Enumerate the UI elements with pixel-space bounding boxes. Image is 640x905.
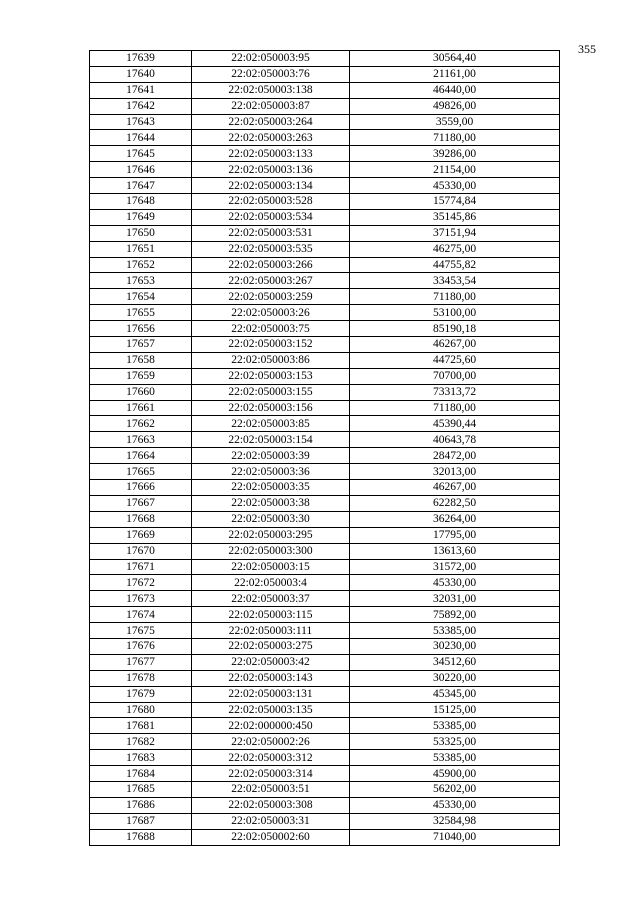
value-cell: 46267,00 [350, 337, 560, 353]
record-number-cell: 17650 [90, 225, 192, 241]
record-number-cell: 17655 [90, 305, 192, 321]
value-cell: 45345,00 [350, 686, 560, 702]
cadastral-number-cell: 22:02:050002:60 [192, 829, 350, 845]
record-number-cell: 17677 [90, 654, 192, 670]
record-number-cell: 17648 [90, 194, 192, 210]
value-cell: 45330,00 [350, 797, 560, 813]
table-row [90, 813, 560, 829]
cadastral-number-cell: 22:02:050003:263 [192, 130, 350, 146]
table-row [90, 82, 560, 98]
record-number-cell: 17673 [90, 591, 192, 607]
record-number-cell: 17640 [90, 66, 192, 82]
cadastral-number-cell: 22:02:050003:42 [192, 654, 350, 670]
value-cell: 32013,00 [350, 464, 560, 480]
cadastral-number-cell: 22:02:050003:85 [192, 416, 350, 432]
value-cell: 71180,00 [350, 400, 560, 416]
value-cell: 44725,60 [350, 352, 560, 368]
table-row [90, 289, 560, 305]
table-row [90, 527, 560, 543]
table-row [90, 766, 560, 782]
cadastral-number-cell: 22:02:050003:131 [192, 686, 350, 702]
record-number-cell: 17680 [90, 702, 192, 718]
value-cell: 53385,00 [350, 623, 560, 639]
record-number-cell: 17670 [90, 543, 192, 559]
value-cell: 21154,00 [350, 162, 560, 178]
table-row [90, 797, 560, 813]
cadastral-number-cell: 22:02:050003:4 [192, 575, 350, 591]
value-cell: 30220,00 [350, 670, 560, 686]
table-row [90, 654, 560, 670]
value-cell: 15774,84 [350, 194, 560, 210]
table-row [90, 829, 560, 845]
table-row [90, 670, 560, 686]
record-number-cell: 17674 [90, 607, 192, 623]
cadastral-number-cell: 22:02:050003:312 [192, 750, 350, 766]
cadastral-number-cell: 22:02:050003:156 [192, 400, 350, 416]
value-cell: 28472,00 [350, 448, 560, 464]
record-number-cell: 17679 [90, 686, 192, 702]
value-cell: 3559,00 [350, 114, 560, 130]
value-cell: 45900,00 [350, 766, 560, 782]
table-row [90, 321, 560, 337]
table-row [90, 750, 560, 766]
value-cell: 73313,72 [350, 384, 560, 400]
value-cell: 75892,00 [350, 607, 560, 623]
table-row [90, 384, 560, 400]
record-number-cell: 17668 [90, 511, 192, 527]
registry-table [89, 50, 560, 846]
value-cell: 40643,78 [350, 432, 560, 448]
table-row [90, 702, 560, 718]
cadastral-number-cell: 22:02:050003:136 [192, 162, 350, 178]
table-row [90, 98, 560, 114]
cadastral-number-cell: 22:02:050003:111 [192, 623, 350, 639]
value-cell: 56202,00 [350, 781, 560, 797]
cadastral-number-cell: 22:02:050003:138 [192, 82, 350, 98]
record-number-cell: 17664 [90, 448, 192, 464]
table-row [90, 718, 560, 734]
cadastral-number-cell: 22:02:050002:26 [192, 734, 350, 750]
page-number: 355 [578, 42, 596, 56]
value-cell: 37151,94 [350, 225, 560, 241]
table-row [90, 448, 560, 464]
record-number-cell: 17660 [90, 384, 192, 400]
table-row [90, 146, 560, 162]
cadastral-number-cell: 22:02:050003:266 [192, 257, 350, 273]
cadastral-number-cell: 22:02:050003:531 [192, 225, 350, 241]
cadastral-number-cell: 22:02:050003:26 [192, 305, 350, 321]
cadastral-number-cell: 22:02:050003:30 [192, 511, 350, 527]
record-number-cell: 17639 [90, 51, 192, 67]
value-cell: 71180,00 [350, 289, 560, 305]
cadastral-number-cell: 22:02:000000:450 [192, 718, 350, 734]
record-number-cell: 17651 [90, 241, 192, 257]
table-row [90, 162, 560, 178]
table-row [90, 178, 560, 194]
table-row [90, 464, 560, 480]
record-number-cell: 17666 [90, 480, 192, 496]
table-row [90, 400, 560, 416]
record-number-cell: 17688 [90, 829, 192, 845]
record-number-cell: 17658 [90, 352, 192, 368]
value-cell: 32031,00 [350, 591, 560, 607]
record-number-cell: 17662 [90, 416, 192, 432]
record-number-cell: 17645 [90, 146, 192, 162]
value-cell: 53100,00 [350, 305, 560, 321]
table-row [90, 623, 560, 639]
record-number-cell: 17641 [90, 82, 192, 98]
table-row [90, 51, 560, 67]
value-cell: 35145,86 [350, 209, 560, 225]
record-number-cell: 17659 [90, 368, 192, 384]
table-row [90, 575, 560, 591]
value-cell: 53385,00 [350, 718, 560, 734]
cadastral-number-cell: 22:02:050003:31 [192, 813, 350, 829]
cadastral-number-cell: 22:02:050003:153 [192, 368, 350, 384]
table-row [90, 432, 560, 448]
record-number-cell: 17678 [90, 670, 192, 686]
record-number-cell: 17644 [90, 130, 192, 146]
cadastral-number-cell: 22:02:050003:35 [192, 480, 350, 496]
value-cell: 34512,60 [350, 654, 560, 670]
cadastral-number-cell: 22:02:050003:38 [192, 495, 350, 511]
value-cell: 36264,00 [350, 511, 560, 527]
record-number-cell: 17671 [90, 559, 192, 575]
cadastral-number-cell: 22:02:050003:51 [192, 781, 350, 797]
table-row [90, 416, 560, 432]
cadastral-number-cell: 22:02:050003:87 [192, 98, 350, 114]
record-number-cell: 17676 [90, 638, 192, 654]
record-number-cell: 17646 [90, 162, 192, 178]
cadastral-number-cell: 22:02:050003:75 [192, 321, 350, 337]
table-row [90, 511, 560, 527]
value-cell: 32584,98 [350, 813, 560, 829]
value-cell: 31572,00 [350, 559, 560, 575]
record-number-cell: 17656 [90, 321, 192, 337]
value-cell: 53325,00 [350, 734, 560, 750]
cadastral-number-cell: 22:02:050003:134 [192, 178, 350, 194]
value-cell: 30564,40 [350, 51, 560, 67]
cadastral-number-cell: 22:02:050003:308 [192, 797, 350, 813]
table-row [90, 686, 560, 702]
value-cell: 46267,00 [350, 480, 560, 496]
table-row [90, 194, 560, 210]
value-cell: 33453,54 [350, 273, 560, 289]
cadastral-number-cell: 22:02:050003:76 [192, 66, 350, 82]
value-cell: 39286,00 [350, 146, 560, 162]
table-row [90, 273, 560, 289]
table-row [90, 257, 560, 273]
cadastral-number-cell: 22:02:050003:534 [192, 209, 350, 225]
cadastral-number-cell: 22:02:050003:275 [192, 638, 350, 654]
table-row [90, 209, 560, 225]
record-number-cell: 17665 [90, 464, 192, 480]
cadastral-number-cell: 22:02:050003:154 [192, 432, 350, 448]
record-number-cell: 17653 [90, 273, 192, 289]
value-cell: 71180,00 [350, 130, 560, 146]
value-cell: 49826,00 [350, 98, 560, 114]
cadastral-number-cell: 22:02:050003:314 [192, 766, 350, 782]
record-number-cell: 17663 [90, 432, 192, 448]
value-cell: 21161,00 [350, 66, 560, 82]
record-number-cell: 17657 [90, 337, 192, 353]
value-cell: 30230,00 [350, 638, 560, 654]
record-number-cell: 17667 [90, 495, 192, 511]
record-number-cell: 17642 [90, 98, 192, 114]
cadastral-number-cell: 22:02:050003:143 [192, 670, 350, 686]
table-row [90, 305, 560, 321]
value-cell: 45330,00 [350, 178, 560, 194]
table-row [90, 591, 560, 607]
value-cell: 62282,50 [350, 495, 560, 511]
record-number-cell: 17669 [90, 527, 192, 543]
table-row [90, 130, 560, 146]
table-row [90, 543, 560, 559]
table-row [90, 241, 560, 257]
record-number-cell: 17682 [90, 734, 192, 750]
registry-table-body [90, 51, 560, 846]
record-number-cell: 17685 [90, 781, 192, 797]
cadastral-number-cell: 22:02:050003:295 [192, 527, 350, 543]
cadastral-number-cell: 22:02:050003:259 [192, 289, 350, 305]
value-cell: 45390,44 [350, 416, 560, 432]
record-number-cell: 17681 [90, 718, 192, 734]
table-row [90, 337, 560, 353]
table-row [90, 495, 560, 511]
cadastral-number-cell: 22:02:050003:39 [192, 448, 350, 464]
table-row [90, 114, 560, 130]
cadastral-number-cell: 22:02:050003:300 [192, 543, 350, 559]
cadastral-number-cell: 22:02:050003:115 [192, 607, 350, 623]
record-number-cell: 17649 [90, 209, 192, 225]
value-cell: 71040,00 [350, 829, 560, 845]
record-number-cell: 17686 [90, 797, 192, 813]
table-row [90, 638, 560, 654]
value-cell: 44755,82 [350, 257, 560, 273]
record-number-cell: 17647 [90, 178, 192, 194]
value-cell: 53385,00 [350, 750, 560, 766]
cadastral-number-cell: 22:02:050003:86 [192, 352, 350, 368]
cadastral-number-cell: 22:02:050003:36 [192, 464, 350, 480]
cadastral-number-cell: 22:02:050003:133 [192, 146, 350, 162]
cadastral-number-cell: 22:02:050003:528 [192, 194, 350, 210]
table-row [90, 734, 560, 750]
cadastral-number-cell: 22:02:050003:37 [192, 591, 350, 607]
record-number-cell: 17684 [90, 766, 192, 782]
value-cell: 45330,00 [350, 575, 560, 591]
record-number-cell: 17643 [90, 114, 192, 130]
table-row [90, 368, 560, 384]
table-row [90, 225, 560, 241]
value-cell: 15125,00 [350, 702, 560, 718]
value-cell: 46275,00 [350, 241, 560, 257]
record-number-cell: 17654 [90, 289, 192, 305]
record-number-cell: 17687 [90, 813, 192, 829]
cadastral-number-cell: 22:02:050003:152 [192, 337, 350, 353]
table-row [90, 66, 560, 82]
cadastral-number-cell: 22:02:050003:264 [192, 114, 350, 130]
record-number-cell: 17683 [90, 750, 192, 766]
table-row [90, 781, 560, 797]
cadastral-number-cell: 22:02:050003:95 [192, 51, 350, 67]
value-cell: 70700,00 [350, 368, 560, 384]
record-number-cell: 17661 [90, 400, 192, 416]
cadastral-number-cell: 22:02:050003:15 [192, 559, 350, 575]
table-row [90, 352, 560, 368]
cadastral-number-cell: 22:02:050003:535 [192, 241, 350, 257]
record-number-cell: 17652 [90, 257, 192, 273]
record-number-cell: 17672 [90, 575, 192, 591]
value-cell: 85190,18 [350, 321, 560, 337]
cadastral-number-cell: 22:02:050003:155 [192, 384, 350, 400]
cadastral-number-cell: 22:02:050003:135 [192, 702, 350, 718]
table-row [90, 480, 560, 496]
value-cell: 17795,00 [350, 527, 560, 543]
cadastral-number-cell: 22:02:050003:267 [192, 273, 350, 289]
value-cell: 46440,00 [350, 82, 560, 98]
table-row [90, 607, 560, 623]
table-row [90, 559, 560, 575]
value-cell: 13613,60 [350, 543, 560, 559]
record-number-cell: 17675 [90, 623, 192, 639]
